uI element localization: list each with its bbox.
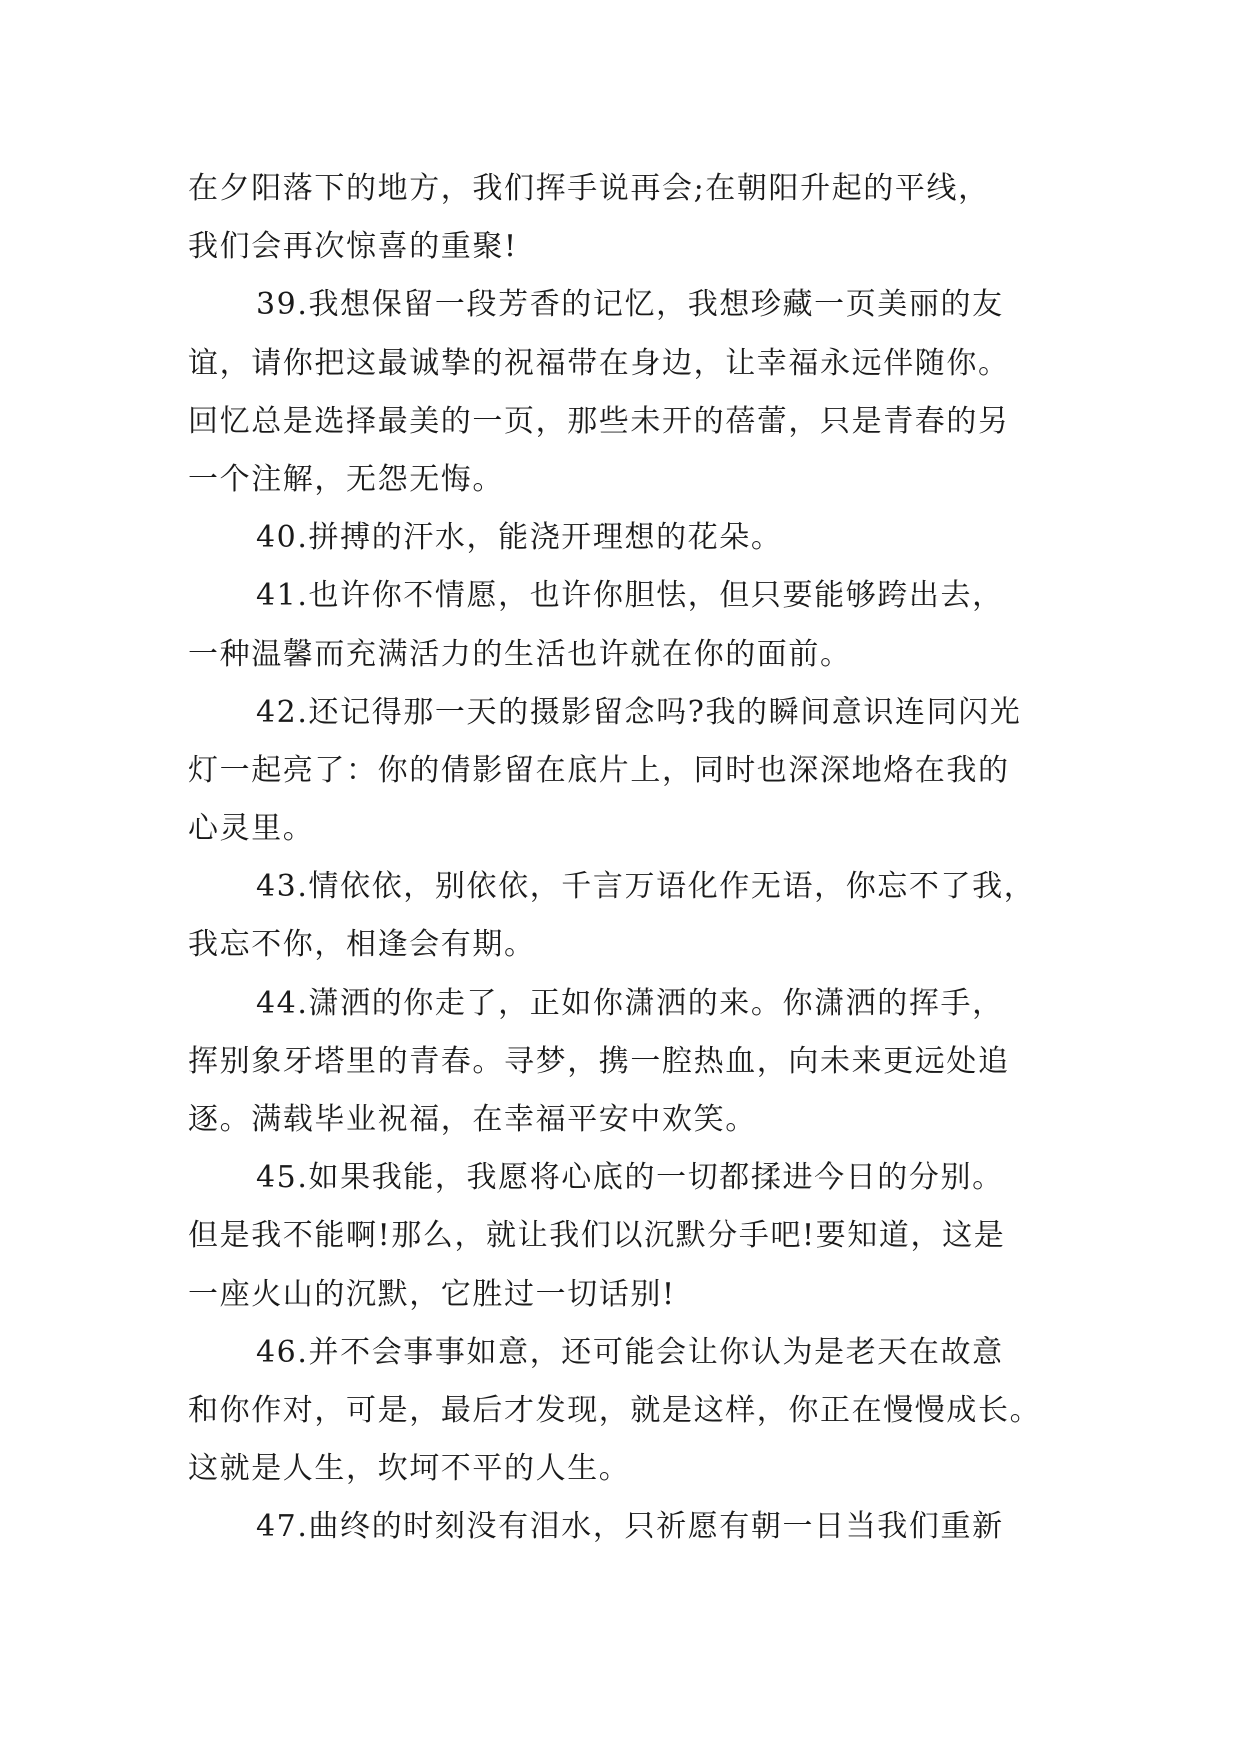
text-line: 挥别象牙塔里的青春。寻梦，携一腔热血，向未来更远处追: [188, 1043, 1010, 1079]
text-line: 46.并不会事事如意，还可能会让你认为是老天在故意: [256, 1334, 1004, 1370]
text-line: 谊，请你把这最诚挚的祝福带在身边，让幸福永远伴随你。: [188, 345, 1010, 381]
text-line: 心灵里。: [188, 811, 315, 847]
text-line: 这就是人生，坎坷不平的人生。: [188, 1451, 631, 1487]
text-line: 但是我不能啊!那么，就让我们以沉默分手吧!要知道，这是: [188, 1218, 1006, 1254]
text-line: 42.还记得那一天的摄影留念吗?我的瞬间意识连同闪光: [256, 694, 1022, 730]
text-line: 灯一起亮了：你的倩影留在底片上，同时也深深地烙在我的: [188, 752, 1010, 788]
text-line: 我们会再次惊喜的重聚!: [188, 229, 518, 265]
text-line: 和你作对，可是，最后才发现，就是这样，你正在慢慢成长。: [188, 1392, 1042, 1428]
text-line: 40.拼搏的汗水，能浇开理想的花朵。: [256, 520, 783, 556]
text-line: 在夕阳落下的地方，我们挥手说再会;在朝阳升起的平线，: [188, 171, 990, 206]
text-line: 逐。满载毕业祝福，在幸福平安中欢笑。: [188, 1102, 757, 1137]
text-line: 44.潇洒的你走了，正如你潇洒的来。你潇洒的挥手，: [256, 985, 1004, 1021]
text-line: 回忆总是选择最美的一页，那些未开的蓓蕾，只是青春的另: [188, 403, 1010, 439]
text-line: 39.我想保留一段芳香的记忆，我想珍藏一页美丽的友: [256, 287, 1004, 323]
text-line: 一座火山的沉默，它胜过一切话别!: [188, 1276, 676, 1312]
text-line: 一个注解，无怨无悔。: [188, 461, 504, 497]
text-line: 47.曲终的时刻没有泪水，只祈愿有朝一日当我们重新: [256, 1509, 1004, 1545]
text-line: 43.情依依，别依依，千言万语化作无语，你忘不了我，: [256, 869, 1036, 905]
document-body: [188, 160, 1068, 1557]
text-line: 41.也许你不情愿，也许你胆怯，但只要能够跨出去，: [256, 578, 1004, 614]
text-line: 45.如果我能，我愿将心底的一切都揉进今日的分别。: [256, 1160, 1004, 1196]
text-line: 我忘不你，相逢会有期。: [188, 927, 536, 963]
text-line: 一种温馨而充满活力的生活也许就在你的面前。: [188, 636, 852, 672]
